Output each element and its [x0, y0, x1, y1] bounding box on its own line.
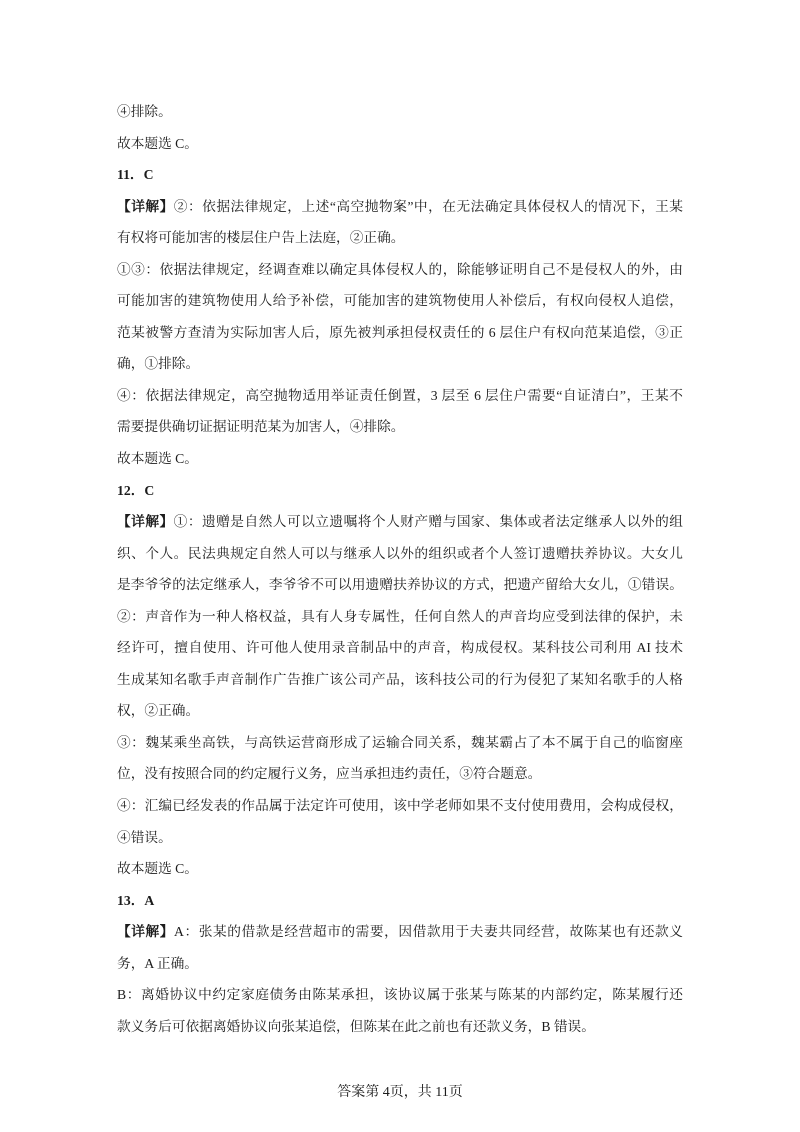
question-11-explanation-line: ①③：依据法律规定，经调查难以确定具体侵权人的，除能够证明自己不是侵权人的外，由 — [117, 261, 683, 277]
question-11-explanation-line: 需要提供确切证据证明范某为加害人，④排除。 — [117, 419, 405, 435]
question-11-explanation-line: 可能加害的建筑物使用人给予补偿，可能加害的建筑物使用人补偿后，有权向侵权人追偿， — [117, 293, 683, 309]
question-12-explanation-line: ③：魏某乘坐高铁，与高铁运营商形成了运输合同关系，魏某霸占了本不属于自己的临窗座 — [117, 734, 683, 750]
answer-content — [117, 96, 683, 1042]
question-12-conclusion: 故本题选 C。 — [117, 861, 198, 877]
question-11-explanation-line: 确，①排除。 — [117, 356, 200, 372]
question-13-explanation-line: 务，A 正确。 — [117, 955, 198, 971]
question-13-explanation-line: B：离婚协议中约定家庭债务由陈某承担，该协议属于张某与陈某的内部约定，陈某履行还 — [117, 987, 683, 1003]
question-12-explanation-line: ②：声音作为一种人格权益，具有人身专属性，任何自然人的声音均应受到法律的保护，未 — [117, 608, 683, 624]
question-12-explanation-line: ④：汇编已经发表的作品属于法定许可使用，该中学老师如果不支付使用费用，会构成侵权， — [117, 798, 683, 814]
question-11-explanation-line: ④：依据法律规定，高空抛物适用举证责任倒置，3 层至 6 层住户需要“自证清白”，王某不 — [117, 387, 683, 403]
previous-explanation-line: ④排除。 — [117, 104, 172, 119]
question-11-explanation-line — [117, 191, 683, 223]
explanation-label: 【详解】 — [117, 514, 174, 530]
question-12-explanation-line: 生成某知名歌手声音制作广告推广该公司产品，该科技公司的行为侵犯了某知名歌手的人格 — [117, 671, 683, 687]
question-12-explanation-line: 位，没有按照合同的约定履行义务，应当承担违约责任，③符合题意。 — [117, 766, 542, 782]
page-footer — [0, 1084, 800, 1102]
question-11-explanation-line: 有权将可能加害的楼层住户告上法庭，②正确。 — [117, 230, 405, 246]
question-13-explanation-line — [117, 916, 683, 948]
question-13-explanation-line: 款义务后可依据离婚协议向张某追偿，但陈某在此之前也有还款义务，B 错误。 — [117, 1018, 595, 1034]
explanation-text: A：张某的借款是经营超市的需要，因借款用于夫妻共同经营，故陈某也有还款义 — [174, 924, 683, 940]
question-12-explanation-line: ④错误。 — [117, 829, 172, 845]
question-12-explanation-line: 是李爷爷的法定继承人，李爷爷不可以用遗赠扶养协议的方式，把遗产留给大女儿，①错误。 — [117, 577, 683, 593]
previous-conclusion: 故本题选 C。 — [117, 135, 198, 151]
explanation-text: ①：遗赠是自然人可以立遗嘱将个人财产赠与国家、集体或者法定继承人以外的组 — [173, 514, 683, 530]
explanation-text: ②：依据法律规定，上述“高空抛物案”中，在无法确定具体侵权人的情况下，王某 — [173, 198, 683, 214]
question-12-explanation-line — [117, 506, 683, 538]
explanation-label: 【详解】 — [117, 924, 175, 940]
question-12-explanation-line: 权，②正确。 — [117, 703, 200, 719]
explanation-label: 【详解】 — [117, 198, 174, 214]
question-12-heading: 12．C — [117, 482, 155, 498]
question-13-heading: 13．A — [117, 892, 155, 908]
page-number-label: 答案第 4页，共 11页 — [337, 1085, 463, 1100]
question-12-explanation-line: 织、个人。民法典规定自然人可以与继承人以外的组织或者个人签订遗赠扶养协议。大女儿 — [117, 545, 683, 561]
question-11-conclusion: 故本题选 C。 — [117, 451, 198, 467]
question-11-explanation-line: 范某被警方查清为实际加害人后，原先被判承担侵权责任的 6 层住户有权向范某追偿，③正 — [117, 324, 683, 340]
question-12-explanation-line: 经许可，擅自使用、许可他人使用录音制品中的声音，构成侵权。某科技公司利用 AI 技术 — [117, 640, 683, 656]
question-11-heading: 11．C — [117, 167, 154, 183]
